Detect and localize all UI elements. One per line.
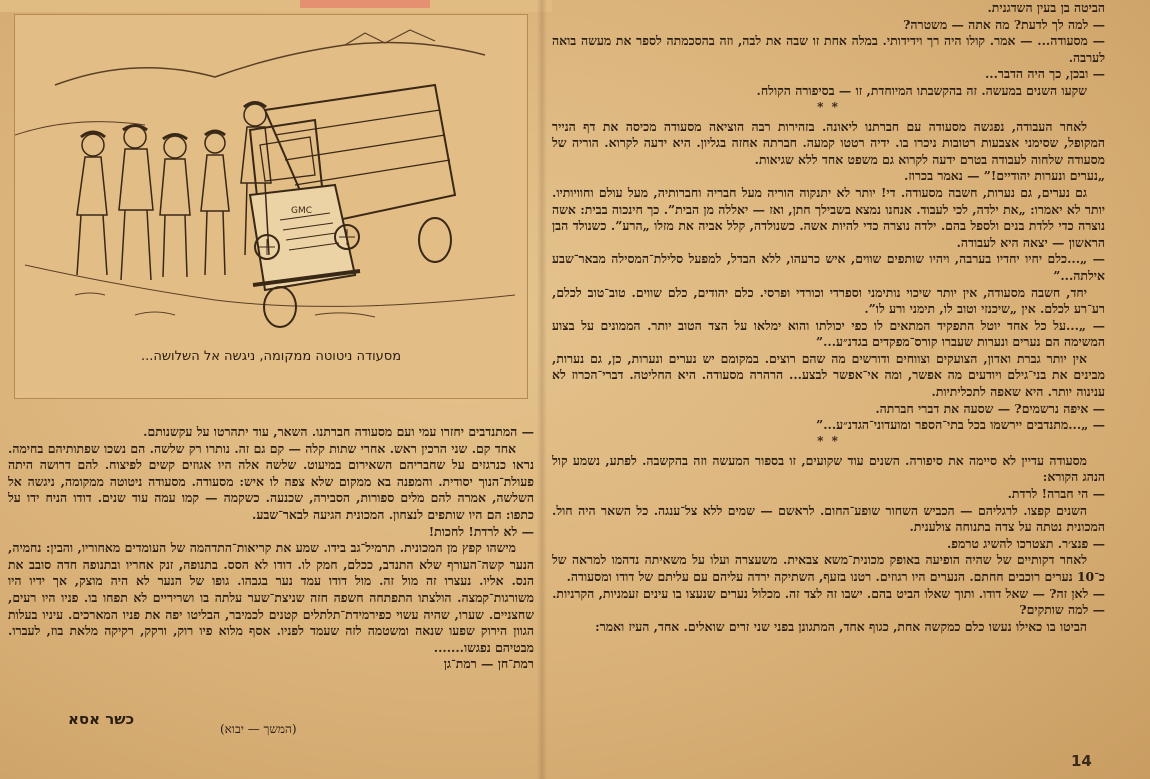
paragraph: — הי חברה! לרדת. bbox=[1007, 486, 1105, 502]
paragraph: — מסעודה... — אמר. קולו היה רך וידידותי. במלה אחת זו שבה את לבה, וזה בהסכמתה לספר את מעשה בואה לערבה. bbox=[552, 33, 1105, 65]
paragraph: — לאן זה? — שאל דודו. ותוך שאלו הביט בהם. ישבו זה לצד זה. מכלול נערים שנעצו בו עינים זעמניות, הקרניות. bbox=[552, 585, 1105, 601]
illustration-caption: מסעודה ניטוטה ממקומה, ניגשה אל השלושה... bbox=[140, 349, 402, 364]
paragraph: — המתנדבים יחזרו עמי ועם מסעודה חברתנו. השאר, עוד יתהרטו על עקשנותם. bbox=[143, 424, 534, 439]
paragraph: — ובכן, כך היה הדבר... bbox=[984, 66, 1105, 82]
author-name: כשר אסא bbox=[68, 710, 135, 728]
paragraph: גם נערים, גם נערות, חשבה מסעודה. די! יותר לא יתנקוה הוריה מעל חבריה וחברותיה, מעל עולם וחוויותיו. יותר לא יאמרו: „את ילדה, לכי לעבוד. אנחנו נמצא בשבילך חתן, ואז — יאללה מן הבית”. כך חינכוה בבית: אשה נוצרה כדי ללדת בנים ולספל בהם. ילדה נוצרה כדי להיות אשה. כשנולדה, קלל אביה את מזלו „הרע”. כשנולד הבן הראשון — יצאה היא לעבודה. bbox=[552, 184, 1105, 250]
top-strip bbox=[0, 0, 552, 12]
paragraph: — „...על כל אחד יוטל התפקיד המתאים לו כפי יכולתו והוא ימלאו על הצד הטוב יותר. הממונים על בצוע המשימה הם נערים ונערות שעברו קורס־מפקדים בגדנ״ע...” bbox=[552, 317, 1105, 350]
paragraph: מסעודה עדיין לא סיימה את סיפורה. השנים עוד שקועים, זו בספור המעשה וזה בהקשבה. לפתע, נשמע קול הנהג הקורא: bbox=[552, 452, 1105, 485]
paragraph: אין יותר גברת ואדון, הצועקים וצווחים ודורשים מה שהם רוצים. במקומם יש נערים ונערות, כן, גם נערות, מבינים את בני־גילם ויודעים מה אפשר, ומה אי־אפשר לבצע... הרהרה מסעודה. היא החליטה. דברי־הכרוז לא ענינוה יותר. היא שאפה לתכליתיות. bbox=[552, 350, 1105, 400]
paragraph: שקעו השנים במעשה. זה בהקשבתו המיוחדת, זו — בסיפורה הקולח. bbox=[756, 82, 1087, 98]
paragraph: מישהו קפץ מן המכונית. תרמיל־גב בידו. שמע את קריאות־התדהמה של העומדים מאחוריו, והבין: נחמיה, הנער קשה־העורף שלא התנדב, ככלם, חמק לו. דודו לא הסס. בתנופה, זנק אחריו ובתנופה חדה סובב את הנס. אליו. נעצרו זה מול זה. מול דודו עמד נער בגבהו. גופו של הנער לא היה מוצק, אך ידיו היו משורגות־קמצה. הולצתו התפתחה חשפה חזה שניצת־שער עלתה בו ושריריים לא תפחו בו. פניו היו רעים, שחצניים. שערו, שהיה עשוי כפירמידת־תלתלים קטנים לכמיבר, הבליטו יפה את פניו המארכים. עיניו בעלות הגוון הירוק שפעו שנאה ומשטמה לזה שעמד לפניו. אסף מלוא פיו רוק, ורקק, רקיקה מלאת בוז, לעברו. מבטיהם נפגשו....... bbox=[8, 540, 534, 655]
paragraph: — לא לרדת! לחכות! bbox=[428, 523, 534, 539]
paragraph: — למה שותקים? bbox=[1019, 602, 1105, 618]
paragraph: השנים קפצו. לרגליהם — הכביש השחור שופע־החום. לראשם — שמים ללא צל־ענגה. כל השאר היה חול. המכונית נטתה על צדה בתנוחה צולענית. bbox=[552, 502, 1105, 535]
paragraph: — למה לך לדעת? מה אתה — משטרה? bbox=[903, 16, 1105, 32]
previous-page-fragment bbox=[300, 0, 430, 8]
paragraph: לאחר העבודה, נפגשה מסעודה עם חברתנו ליאונה. בזהירות רבה הוציאה מסעודה מכיסה את דף הנייר המקופל, שסימני אצבעות רטובות ניכרו בו. ידיה רטטו קמעה. חברתה אחזה בגליון. היא ידעה לקרוא. הוריה של מסעודה שלחוה לעבודה בטרם ידעה לקרוא גם משפט אחד ללא שגיאות. bbox=[552, 118, 1105, 167]
right-text-column bbox=[552, 0, 1105, 635]
truck-and-children-illustration bbox=[15, 15, 527, 398]
paragraph: — איפה נרשמים? — שסעה את דברי חברתה. bbox=[875, 400, 1105, 416]
paragraph: יחד, חשבה מסעודה, אין יותר שיכוי נותימני וספרדי וכורדי ופרסי. כלם יהודים, כלם שווים. טוב־טוב לכלם, רע־רע לכלם. אין „שיכנזי וטוב לו, תימני ורע לו”. bbox=[552, 284, 1105, 317]
paragraph: — פנצ׳ר. תצטרכו להשיג טרמפ. bbox=[946, 535, 1105, 551]
illustration-panel bbox=[14, 14, 528, 399]
left-text-column bbox=[8, 424, 534, 673]
truck-badge: GMC bbox=[291, 206, 313, 216]
paragraph: אחד קם. שני הרכין ראש. אחרי שתות קלה — קם גם זה. נותרו רק שלשה. הם נשכו שפתותיהם בחימה. נראו כנרגזים על שחבריהם השאירום במיעוט. שלשה אלה היו אגוזים קשים לפיצוח. להם דרושה היתה פעולת־הנוך יסודית. והמפנה בא ממקום שלא צפה לו איש: מסעודה. מסעודה ניטוטה ממקומה, ניגשה אל השלשה, אמרה להם מלים ספורות, הסבירה, שכנעה. כשקמה — קמו עמה עוד שנים. דודו הניח ידו על כתפו: הם היו שותפים לנצחון. המכונית הגיעה לבאר־שבע. bbox=[8, 440, 534, 522]
page-number: 14 bbox=[1071, 752, 1092, 770]
section-divider-stars: * * bbox=[817, 99, 840, 114]
section-divider-stars: * * bbox=[817, 433, 840, 448]
paragraph: — „...כלם יחיו יחדיו בערבה, ויהיו שותפים שווים, איש כרעהו, ללא הבדל, למפעל סלילת־המסילה מבאר־שבע אילתה...” bbox=[552, 251, 1105, 283]
paragraph: לאחר דקותיים של שהיה הופיעה באופק מכונית־משא צבאית. משעצרה ועלו על משאיתה נדהמו למראה של כ־10 נערים רוכבים חחתם. הנערים היו רגוזים. רטנו בזעף, השתיקה ירדה עליהם עם עליתם של דודו ומסעודה. bbox=[552, 552, 1105, 584]
continued-note: (המשך — יבוא) bbox=[220, 722, 297, 736]
paragraph: הביטה בן בעין השדגנית. bbox=[987, 0, 1105, 15]
page-fold bbox=[537, 0, 547, 779]
paragraph: — „...מתנדבים יירשמו בכל בתי־הספר ומועדוני־הגדנ״ע...” bbox=[816, 417, 1105, 433]
paragraph: הביטו בו כאילו נעשו כלם כמקשה אחת, כגוף אחד, המתגונן בפני שני זרים שואלים. אחד, העיז ואמר: bbox=[595, 618, 1087, 634]
byline-row bbox=[8, 698, 534, 746]
place-line: רמת־חן — רמת־גן bbox=[443, 656, 534, 672]
paragraph: „נערים ונערות יהודיים!” — נאמר בכרוז. bbox=[904, 168, 1105, 184]
